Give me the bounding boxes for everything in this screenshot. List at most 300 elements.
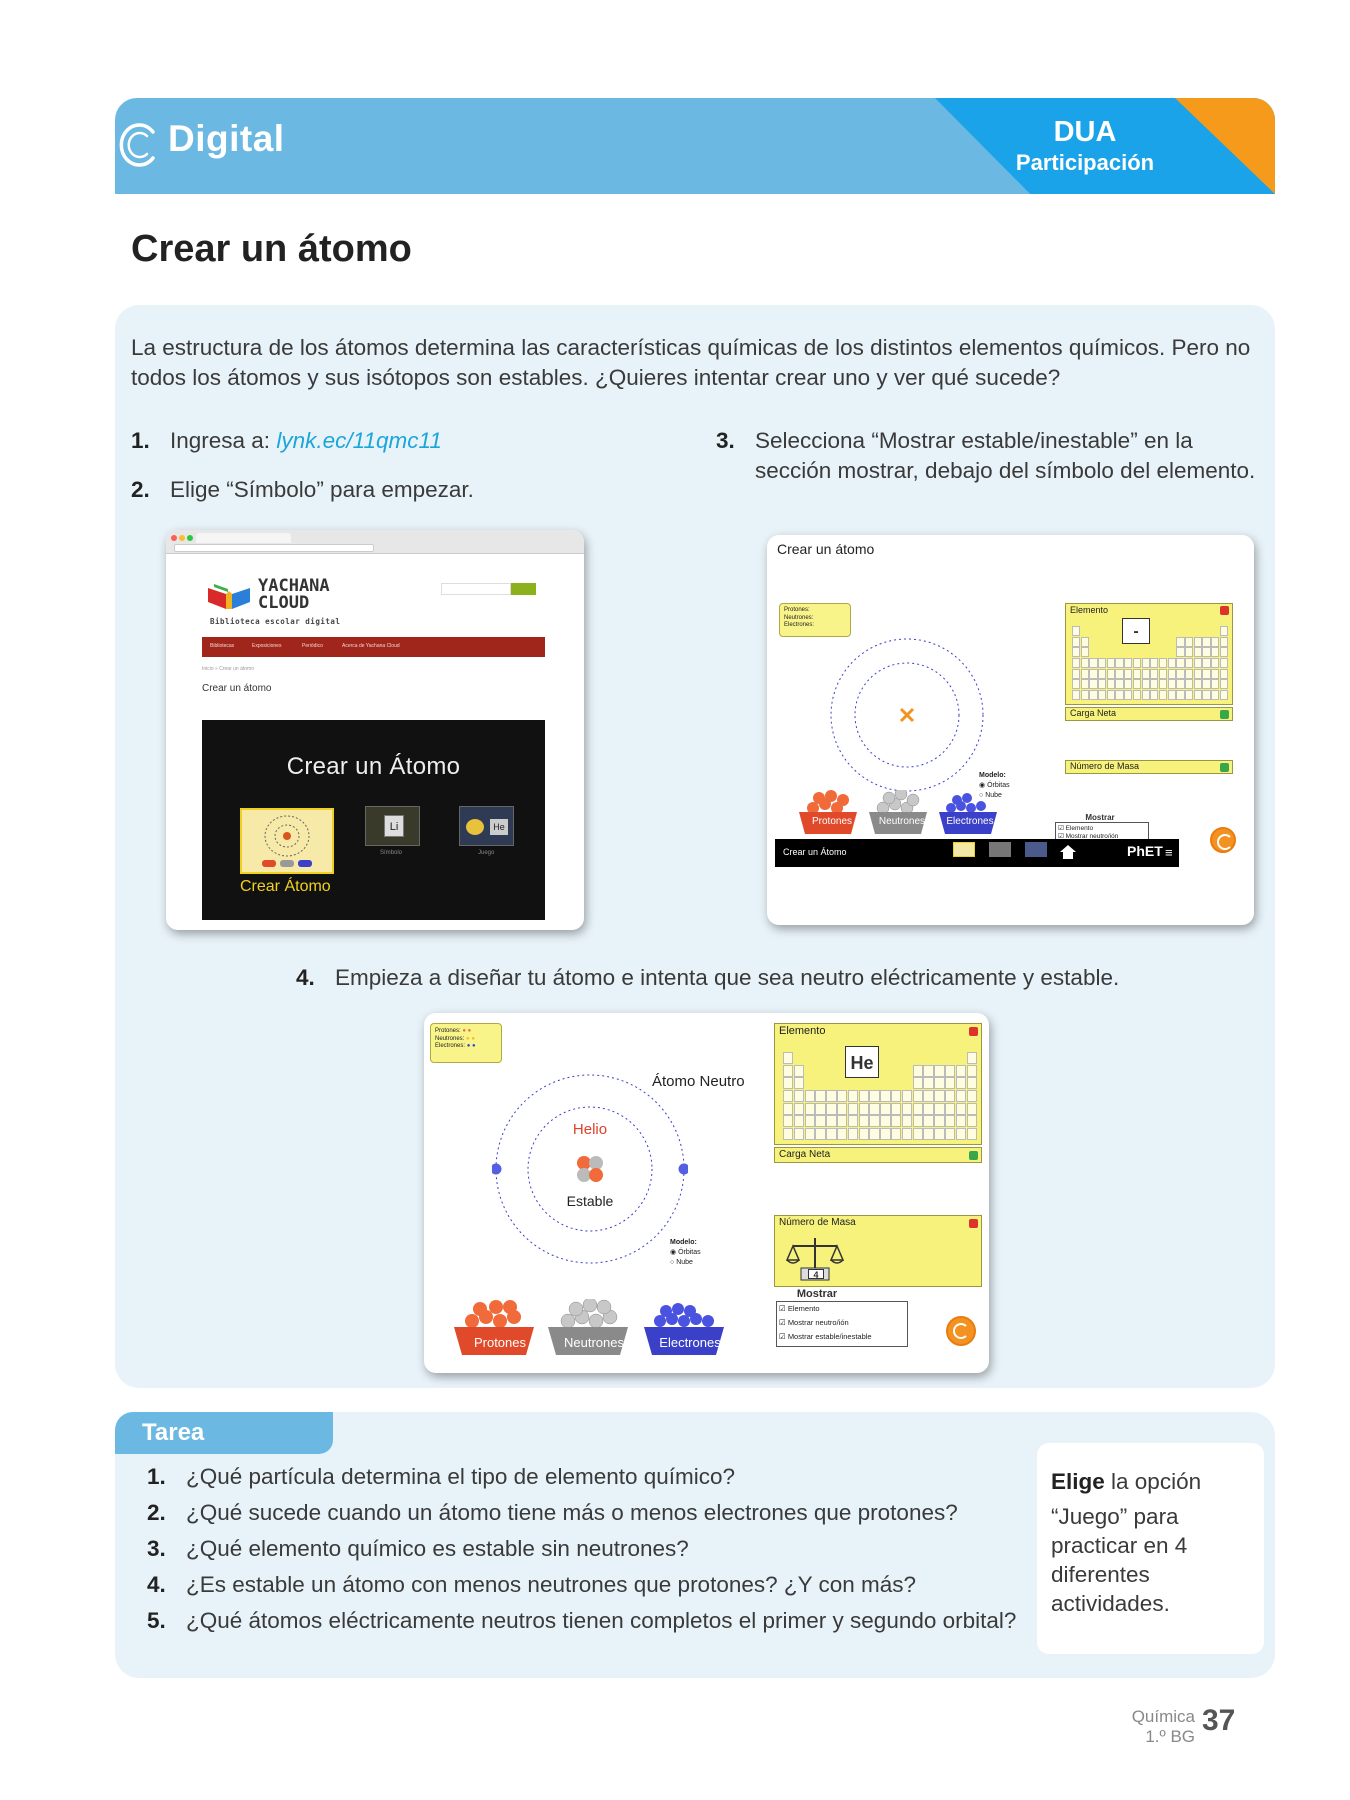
nav-item[interactable]: Exposiciones: [252, 643, 282, 649]
expand-button[interactable]: [1220, 710, 1229, 719]
element-cell[interactable]: [1159, 626, 1167, 636]
element-cell[interactable]: [1150, 658, 1158, 668]
element-cell[interactable]: [967, 1077, 977, 1089]
element-cell[interactable]: [1107, 669, 1115, 679]
element-cell[interactable]: [913, 1103, 923, 1115]
element-cell[interactable]: [1089, 658, 1097, 668]
thumb-crear-atomo[interactable]: [240, 808, 334, 874]
element-cell[interactable]: [1124, 690, 1132, 700]
element-cell[interactable]: [1159, 658, 1167, 668]
element-cell[interactable]: [815, 1065, 825, 1077]
element-cell[interactable]: [826, 1115, 836, 1127]
element-cell[interactable]: [848, 1052, 858, 1064]
intro-paragraph: La estructura de los átomos determina las características químicas de los distintos elementos químicos. Pero no todos los átomos y sus isótopos son estables. ¿Quieres intentar crear uno y ver qué sucede?: [131, 335, 1251, 390]
element-cell[interactable]: [1150, 647, 1158, 657]
element-cell[interactable]: [1115, 658, 1123, 668]
element-cell[interactable]: [837, 1128, 847, 1140]
element-cell[interactable]: [1176, 669, 1184, 679]
element-symbol: -: [1122, 618, 1150, 644]
element-cell[interactable]: [913, 1065, 923, 1077]
element-cell[interactable]: [1185, 679, 1193, 689]
element-cell[interactable]: [1168, 658, 1176, 668]
element-cell[interactable]: [848, 1115, 858, 1127]
element-cell[interactable]: [837, 1065, 847, 1077]
element-cell[interactable]: [794, 1065, 804, 1077]
element-cell[interactable]: [880, 1128, 890, 1140]
element-cell[interactable]: [1107, 647, 1115, 657]
element-cell[interactable]: [945, 1103, 955, 1115]
element-cell[interactable]: [859, 1115, 869, 1127]
collapse-button[interactable]: [969, 1027, 978, 1036]
element-cell[interactable]: [956, 1065, 966, 1077]
element-cell[interactable]: [848, 1103, 858, 1115]
element-cell[interactable]: [783, 1065, 793, 1077]
element-cell[interactable]: [837, 1103, 847, 1115]
element-cell[interactable]: [783, 1103, 793, 1115]
element-cell[interactable]: [1142, 658, 1150, 668]
element-cell[interactable]: [967, 1052, 977, 1064]
element-cell[interactable]: [1185, 690, 1193, 700]
element-cell[interactable]: [934, 1052, 944, 1064]
screenshot-yachana-browser: [166, 530, 584, 930]
element-cell[interactable]: [891, 1103, 901, 1115]
element-cell[interactable]: [934, 1128, 944, 1140]
element-cell[interactable]: [1194, 626, 1202, 636]
element-cell[interactable]: [880, 1090, 890, 1102]
element-cell[interactable]: [826, 1128, 836, 1140]
element-cell[interactable]: [805, 1077, 815, 1089]
element-cell[interactable]: [1142, 637, 1150, 647]
element-cell[interactable]: [1081, 669, 1089, 679]
element-cell[interactable]: [869, 1065, 879, 1077]
element-cell[interactable]: [783, 1052, 793, 1064]
element-cell[interactable]: [956, 1052, 966, 1064]
element-cell[interactable]: [945, 1115, 955, 1127]
element-cell[interactable]: [1194, 647, 1202, 657]
element-cell[interactable]: [826, 1065, 836, 1077]
element-cell[interactable]: [1176, 637, 1184, 647]
element-cell[interactable]: [1142, 690, 1150, 700]
element-cell[interactable]: [1150, 669, 1158, 679]
element-cell[interactable]: [1124, 679, 1132, 689]
element-cell[interactable]: [1185, 637, 1193, 647]
element-cell[interactable]: [967, 1103, 977, 1115]
atom-thumb-icon: [242, 810, 332, 872]
element-cell[interactable]: [1072, 658, 1080, 668]
element-cell[interactable]: [1176, 658, 1184, 668]
element-cell[interactable]: [1202, 626, 1210, 636]
nav-screen-symbol[interactable]: [989, 842, 1011, 857]
element-cell[interactable]: [783, 1115, 793, 1127]
nav-screen-atom[interactable]: [953, 842, 975, 857]
element-cell[interactable]: [869, 1115, 879, 1127]
element-cell[interactable]: [848, 1065, 858, 1077]
element-cell[interactable]: [1202, 690, 1210, 700]
element-cell[interactable]: [1194, 669, 1202, 679]
element-cell[interactable]: [1115, 637, 1123, 647]
element-cell[interactable]: [1107, 637, 1115, 647]
element-cell[interactable]: [923, 1128, 933, 1140]
element-cell[interactable]: [1159, 669, 1167, 679]
element-cell[interactable]: [934, 1077, 944, 1089]
element-cell[interactable]: [1202, 658, 1210, 668]
element-cell[interactable]: [1168, 647, 1176, 657]
element-cell[interactable]: [1081, 637, 1089, 647]
element-cell[interactable]: [815, 1128, 825, 1140]
element-cell[interactable]: [902, 1052, 912, 1064]
element-cell[interactable]: [1107, 658, 1115, 668]
element-cell[interactable]: [956, 1077, 966, 1089]
element-cell[interactable]: [945, 1065, 955, 1077]
element-cell[interactable]: [1124, 626, 1132, 636]
element-cell[interactable]: [1072, 690, 1080, 700]
element-cell[interactable]: [956, 1115, 966, 1127]
element-cell[interactable]: [1211, 658, 1219, 668]
element-cell[interactable]: [1089, 669, 1097, 679]
element-cell[interactable]: [1168, 626, 1176, 636]
element-cell[interactable]: [805, 1103, 815, 1115]
element-cell[interactable]: [869, 1052, 879, 1064]
bucket-label: Protones: [811, 816, 853, 827]
reset-icon[interactable]: [946, 1316, 976, 1346]
collapse-button[interactable]: [1220, 606, 1229, 615]
element-cell[interactable]: [1081, 658, 1089, 668]
element-cell[interactable]: [1150, 679, 1158, 689]
element-cell[interactable]: [1202, 679, 1210, 689]
element-cell[interactable]: [826, 1077, 836, 1089]
element-cell[interactable]: [880, 1077, 890, 1089]
element-cell[interactable]: [1098, 679, 1106, 689]
element-cell[interactable]: [891, 1128, 901, 1140]
element-cell[interactable]: [880, 1052, 890, 1064]
element-cell[interactable]: [945, 1052, 955, 1064]
element-cell[interactable]: [967, 1090, 977, 1102]
element-cell[interactable]: [967, 1128, 977, 1140]
element-cell[interactable]: [956, 1103, 966, 1115]
element-cell[interactable]: [1089, 647, 1097, 657]
element-cell[interactable]: [913, 1115, 923, 1127]
element-cell[interactable]: [1150, 626, 1158, 636]
element-cell[interactable]: [1098, 658, 1106, 668]
element-cell[interactable]: [1176, 690, 1184, 700]
element-cell[interactable]: [1220, 690, 1228, 700]
element-cell[interactable]: [1211, 679, 1219, 689]
element-cell[interactable]: [945, 1077, 955, 1089]
element-cell[interactable]: [923, 1115, 933, 1127]
element-cell[interactable]: [913, 1128, 923, 1140]
menu-icon[interactable]: ≡: [1165, 845, 1173, 860]
element-cell[interactable]: [815, 1077, 825, 1089]
breadcrumb: Inicio » Crear un átomo: [202, 666, 254, 672]
element-cell[interactable]: [913, 1052, 923, 1064]
element-cell[interactable]: [1072, 626, 1080, 636]
element-cell[interactable]: [1220, 626, 1228, 636]
mass-value: 4: [808, 1269, 824, 1279]
element-cell[interactable]: [1133, 690, 1141, 700]
element-cell[interactable]: [923, 1065, 933, 1077]
element-cell[interactable]: [967, 1065, 977, 1077]
collapse-button[interactable]: [969, 1219, 978, 1228]
element-cell[interactable]: [956, 1128, 966, 1140]
thumb-simbolo[interactable]: Li: [365, 806, 420, 846]
element-cell[interactable]: [1072, 647, 1080, 657]
element-cell[interactable]: [1211, 647, 1219, 657]
element-cell[interactable]: [1115, 690, 1123, 700]
checkbox-element[interactable]: ☑ Elemento: [1058, 825, 1094, 832]
element-cell[interactable]: [837, 1115, 847, 1127]
element-cell[interactable]: [1133, 626, 1141, 636]
element-cell[interactable]: [1124, 637, 1132, 647]
element-cell[interactable]: [1107, 626, 1115, 636]
element-cell[interactable]: [1115, 679, 1123, 689]
element-cell[interactable]: [1159, 647, 1167, 657]
element-cell[interactable]: [1081, 679, 1089, 689]
element-cell[interactable]: [891, 1077, 901, 1089]
element-cell[interactable]: [1220, 679, 1228, 689]
element-cell[interactable]: [1220, 669, 1228, 679]
element-cell[interactable]: [1072, 637, 1080, 647]
expand-button[interactable]: [969, 1151, 978, 1160]
element-cell[interactable]: [934, 1115, 944, 1127]
element-cell[interactable]: [934, 1065, 944, 1077]
thumb-label: Símbolo: [380, 850, 403, 856]
element-cell[interactable]: [934, 1090, 944, 1102]
element-cell[interactable]: [1168, 690, 1176, 700]
element-cell[interactable]: [826, 1090, 836, 1102]
element-cell[interactable]: [837, 1077, 847, 1089]
element-cell[interactable]: [1072, 679, 1080, 689]
element-cell[interactable]: [869, 1090, 879, 1102]
element-cell[interactable]: [1168, 637, 1176, 647]
element-cell[interactable]: [869, 1077, 879, 1089]
element-cell[interactable]: [1194, 637, 1202, 647]
element-cell[interactable]: [783, 1090, 793, 1102]
radio-orbits[interactable]: ◉ Órbitas: [670, 1249, 701, 1256]
element-cell[interactable]: [1115, 626, 1123, 636]
element-cell[interactable]: [815, 1115, 825, 1127]
screenshot-phet-helium: [424, 1013, 989, 1373]
checkbox-neutral-ion[interactable]: ☑ Mostrar neutro/ión: [779, 1318, 849, 1327]
element-cell[interactable]: [859, 1052, 869, 1064]
element-cell[interactable]: [891, 1065, 901, 1077]
element-cell[interactable]: [923, 1103, 933, 1115]
element-cell[interactable]: [859, 1065, 869, 1077]
element-cell[interactable]: [1211, 690, 1219, 700]
element-cell[interactable]: [891, 1115, 901, 1127]
site-search-button[interactable]: [511, 583, 536, 595]
browser-toolbar: [166, 530, 584, 554]
element-cell[interactable]: [783, 1077, 793, 1089]
element-cell[interactable]: [805, 1128, 815, 1140]
element-cell[interactable]: [859, 1090, 869, 1102]
element-cell[interactable]: [891, 1052, 901, 1064]
element-cell[interactable]: [880, 1065, 890, 1077]
particle-buckets[interactable]: [795, 790, 1015, 836]
element-cell[interactable]: [1150, 637, 1158, 647]
element-cell[interactable]: [805, 1065, 815, 1077]
checkbox-neutral-ion[interactable]: ☑ Mostrar neutro/ión: [1058, 832, 1119, 840]
thumb-juego[interactable]: He: [459, 806, 514, 846]
url-bar: [174, 544, 374, 552]
element-cell[interactable]: [1202, 669, 1210, 679]
element-cell[interactable]: [1107, 690, 1115, 700]
element-cell[interactable]: [869, 1103, 879, 1115]
element-cell[interactable]: [1176, 626, 1184, 636]
element-cell[interactable]: [1220, 637, 1228, 647]
element-cell[interactable]: [902, 1090, 912, 1102]
element-cell[interactable]: [1194, 679, 1202, 689]
element-cell[interactable]: [1176, 679, 1184, 689]
element-cell[interactable]: [1168, 669, 1176, 679]
element-cell[interactable]: [1185, 669, 1193, 679]
element-cell[interactable]: [1159, 637, 1167, 647]
element-cell[interactable]: [1098, 669, 1106, 679]
element-cell[interactable]: [848, 1077, 858, 1089]
element-cell[interactable]: [902, 1115, 912, 1127]
element-cell[interactable]: [945, 1128, 955, 1140]
element-cell[interactable]: [1202, 647, 1210, 657]
element-cell[interactable]: [1211, 669, 1219, 679]
element-cell[interactable]: [1124, 647, 1132, 657]
element-cell[interactable]: [1081, 626, 1089, 636]
home-icon[interactable]: [1060, 845, 1076, 859]
element-cell[interactable]: [783, 1128, 793, 1140]
element-cell[interactable]: [1124, 669, 1132, 679]
nav-screen-game[interactable]: [1025, 842, 1047, 857]
element-cell[interactable]: [1194, 658, 1202, 668]
element-cell[interactable]: [1185, 626, 1193, 636]
yachana-tagline: Biblioteca escolar digital: [210, 617, 341, 626]
nav-item[interactable]: Bibliotecas: [210, 643, 235, 649]
element-cell[interactable]: [1089, 679, 1097, 689]
element-cell[interactable]: [923, 1077, 933, 1089]
phet-logo[interactable]: PhET: [1127, 843, 1163, 859]
element-cell[interactable]: [1211, 637, 1219, 647]
nav-item[interactable]: Acerca de Yachana Cloud: [342, 643, 400, 649]
element-cell[interactable]: [805, 1052, 815, 1064]
element-cell[interactable]: [1133, 669, 1141, 679]
element-cell[interactable]: [945, 1090, 955, 1102]
radio-cloud[interactable]: ○ Nube: [979, 792, 1002, 799]
element-cell[interactable]: [902, 1077, 912, 1089]
element-cell[interactable]: [1072, 669, 1080, 679]
element-cell[interactable]: [1202, 637, 1210, 647]
element-cell[interactable]: [1081, 690, 1089, 700]
element-cell[interactable]: [826, 1052, 836, 1064]
element-cell[interactable]: [1098, 626, 1106, 636]
element-cell[interactable]: [1107, 679, 1115, 689]
element-cell[interactable]: [815, 1103, 825, 1115]
content-title: Crear un átomo: [202, 683, 272, 694]
element-cell[interactable]: [1081, 647, 1089, 657]
element-cell[interactable]: [837, 1090, 847, 1102]
element-cell[interactable]: [1194, 690, 1202, 700]
element-cell[interactable]: [1133, 658, 1141, 668]
radio-orbits[interactable]: ◉ Órbitas: [979, 782, 1010, 789]
element-cell[interactable]: [1089, 690, 1097, 700]
element-cell[interactable]: [815, 1052, 825, 1064]
element-cell[interactable]: [913, 1077, 923, 1089]
element-cell[interactable]: [848, 1090, 858, 1102]
element-cell[interactable]: [902, 1128, 912, 1140]
element-cell[interactable]: [1133, 647, 1141, 657]
element-cell[interactable]: [1098, 690, 1106, 700]
element-cell[interactable]: [1133, 637, 1141, 647]
element-cell[interactable]: [859, 1128, 869, 1140]
element-cell[interactable]: [1133, 679, 1141, 689]
element-cell[interactable]: [805, 1090, 815, 1102]
particle-count-box: Protones: Neutrones: Electrones:: [779, 603, 851, 637]
element-cell[interactable]: [826, 1103, 836, 1115]
element-cell[interactable]: [859, 1103, 869, 1115]
element-cell[interactable]: [1211, 626, 1219, 636]
element-cell[interactable]: [913, 1090, 923, 1102]
element-cell[interactable]: [934, 1103, 944, 1115]
element-cell[interactable]: [1142, 647, 1150, 657]
element-cell[interactable]: [1142, 626, 1150, 636]
element-cell[interactable]: [1185, 658, 1193, 668]
element-cell[interactable]: [1115, 669, 1123, 679]
element-cell[interactable]: [869, 1128, 879, 1140]
element-cell[interactable]: [794, 1115, 804, 1127]
element-cell[interactable]: [1142, 669, 1150, 679]
element-cell[interactable]: [880, 1115, 890, 1127]
expand-button[interactable]: [1220, 763, 1229, 772]
element-cell[interactable]: [848, 1128, 858, 1140]
site-search-input[interactable]: [441, 583, 511, 595]
nav-item[interactable]: Periódico: [302, 643, 323, 649]
element-cell[interactable]: [1220, 647, 1228, 657]
element-cell[interactable]: [837, 1052, 847, 1064]
element-cell[interactable]: [1220, 658, 1228, 668]
element-cell[interactable]: [805, 1115, 815, 1127]
element-cell[interactable]: [967, 1115, 977, 1127]
checkbox-stable[interactable]: ☑ Mostrar estable/inestable: [779, 1332, 872, 1341]
element-cell[interactable]: [880, 1103, 890, 1115]
checkbox-element[interactable]: ☑ Elemento: [779, 1304, 820, 1313]
element-cell[interactable]: [1168, 679, 1176, 689]
element-cell[interactable]: [923, 1052, 933, 1064]
element-cell[interactable]: [1176, 647, 1184, 657]
element-cell[interactable]: [1142, 679, 1150, 689]
element-cell[interactable]: [923, 1090, 933, 1102]
radio-cloud[interactable]: ○ Nube: [670, 1259, 693, 1266]
reset-icon[interactable]: [1210, 827, 1236, 853]
element-cell[interactable]: [794, 1103, 804, 1115]
element-cell[interactable]: [1098, 637, 1106, 647]
element-cell[interactable]: [1150, 690, 1158, 700]
element-cell[interactable]: [1089, 626, 1097, 636]
element-cell[interactable]: [902, 1103, 912, 1115]
element-cell[interactable]: [956, 1090, 966, 1102]
element-cell[interactable]: [1115, 647, 1123, 657]
element-cell[interactable]: [794, 1090, 804, 1102]
element-cell[interactable]: [1159, 690, 1167, 700]
element-cell[interactable]: [794, 1052, 804, 1064]
element-cell[interactable]: [859, 1077, 869, 1089]
element-cell[interactable]: [1159, 679, 1167, 689]
element-cell[interactable]: [794, 1128, 804, 1140]
element-cell[interactable]: [1089, 637, 1097, 647]
element-cell[interactable]: [1185, 647, 1193, 657]
element-cell[interactable]: [1124, 658, 1132, 668]
activity-link[interactable]: lynk.ec/11qmc11: [276, 428, 442, 453]
element-cell[interactable]: [902, 1065, 912, 1077]
element-cell[interactable]: [794, 1077, 804, 1089]
element-cell[interactable]: [891, 1090, 901, 1102]
element-cell[interactable]: [1098, 647, 1106, 657]
element-cell[interactable]: [815, 1090, 825, 1102]
